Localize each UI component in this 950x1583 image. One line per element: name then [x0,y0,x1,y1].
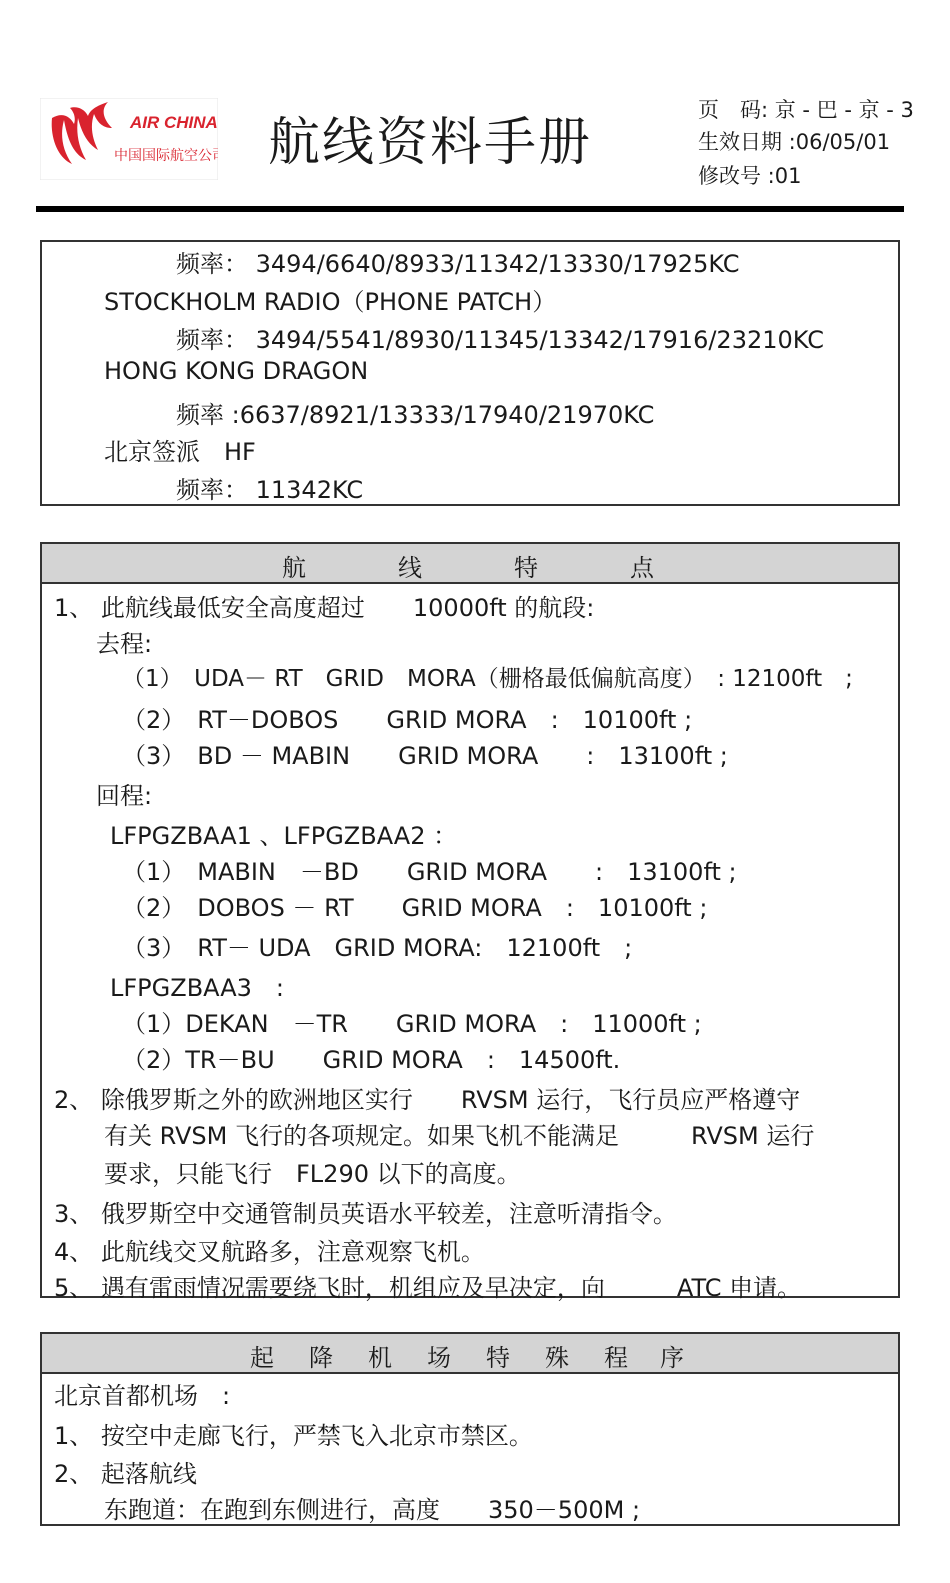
heading-char: 线 [398,554,422,582]
route-code: LFPGZBAA3 : [110,974,285,1002]
heading-char: 殊 [545,1344,569,1372]
station-name: HONG KONG DRAGON [104,357,369,385]
procedure-item: 2、 起落航线 [54,1460,197,1488]
feature-item: 2、 除俄罗斯之外的欧洲地区实行 RVSM 运行，飞行员应严格遵守 [54,1086,801,1114]
mora-entry: （3） BD － MABIN GRID MORA : 13100ft ; [122,742,728,770]
heading-char: 程 [604,1344,628,1372]
logo-text-en: AIR CHINA [130,113,218,132]
heading-char: 点 [630,554,654,582]
station-name: STOCKHOLM RADIO（PHONE PATCH） [104,288,557,316]
mora-entry: （2）TR－BU GRID MORA : 14500ft. [122,1046,621,1074]
airport-procedures-heading [42,1334,898,1374]
route-features-box [40,542,900,1302]
document-title: 航线资料手册 [268,113,593,173]
mora-entry: （3） RT－ UDA GRID MORA: 12100ft ; [122,934,633,962]
heading-char: 起 [250,1344,274,1372]
effective-date: 生效日期 :06/05/01 [698,130,891,154]
mora-entry: （2） DOBOS － RT GRID MORA : 10100ft ; [122,894,708,922]
airport-name: 北京首都机场 : [54,1382,231,1410]
feature-item: 3、 俄罗斯空中交通管制员英语水平较差，注意听清指令。 [54,1200,677,1228]
heading-char: 特 [514,554,538,582]
heading-char: 降 [309,1344,333,1372]
section-label: 回程: [96,782,153,810]
section-label: 去程: [96,630,153,658]
frequency-line: 频率： 3494/6640/8933/11342/13330/17925KC [176,250,740,278]
heading-char: 特 [486,1344,510,1372]
mora-entry: （1）DEKAN －TR GRID MORA : 11000ft ; [122,1010,702,1038]
route-code: LFPGZBAA1 、LFPGZBAA2 ： [110,822,458,850]
feature-item-continued: 要求，只能飞行 FL290 以下的高度。 [104,1160,521,1188]
frequency-line: 频率 :6637/8921/13333/17940/21970KC [176,401,655,429]
logo-text-cn: 中国国际航空公司 [114,148,218,164]
radio-frequency-box [40,240,900,506]
procedure-item: 1、 按空中走廊飞行，严禁飞入北京市禁区。 [54,1422,533,1450]
procedure-detail: 东跑道：在跑到东侧进行，高度 350－500M ; [104,1496,641,1524]
heading-char: 场 [427,1344,451,1372]
heading-char: 机 [368,1344,392,1372]
station-name: 北京签派 HF [104,438,256,466]
page-number: 页 码: 京 - 巴 - 京 - 3 [698,98,914,122]
air-china-logo [40,98,218,180]
revision-number: 修改号 :01 [698,164,802,188]
feature-item: 4、 此航线交叉航路多，注意观察飞机。 [54,1238,485,1266]
mora-entry: （1） MABIN －BD GRID MORA : 13100ft ; [122,858,737,886]
feature-item-continued: 有关 RVSM 飞行的各项规定。如果飞机不能满足 RVSM 运行 [104,1122,815,1150]
airport-procedures-box [40,1332,900,1526]
header-divider [36,206,904,212]
route-features-heading [42,544,898,584]
frequency-line: 频率： 11342KC [176,476,364,504]
heading-char: 航 [282,554,306,582]
mora-entry: （1） UDA－ RT GRID MORA（栅格最低偏航高度） : 12100ft ; [122,666,853,692]
frequency-line: 频率： 3494/5541/8930/11345/13342/17916/23210KC [176,326,824,354]
feature-item: 5、 遇有雷雨情况需要绕飞时，机组应及早决定，向 ATC 申请。 [54,1274,802,1302]
mora-entry: （2） RT－DOBOS GRID MORA : 10100ft ; [122,706,693,734]
heading-char: 序 [660,1344,684,1372]
feature-item: 1、 此航线最低安全高度超过 10000ft 的航段: [54,594,595,622]
